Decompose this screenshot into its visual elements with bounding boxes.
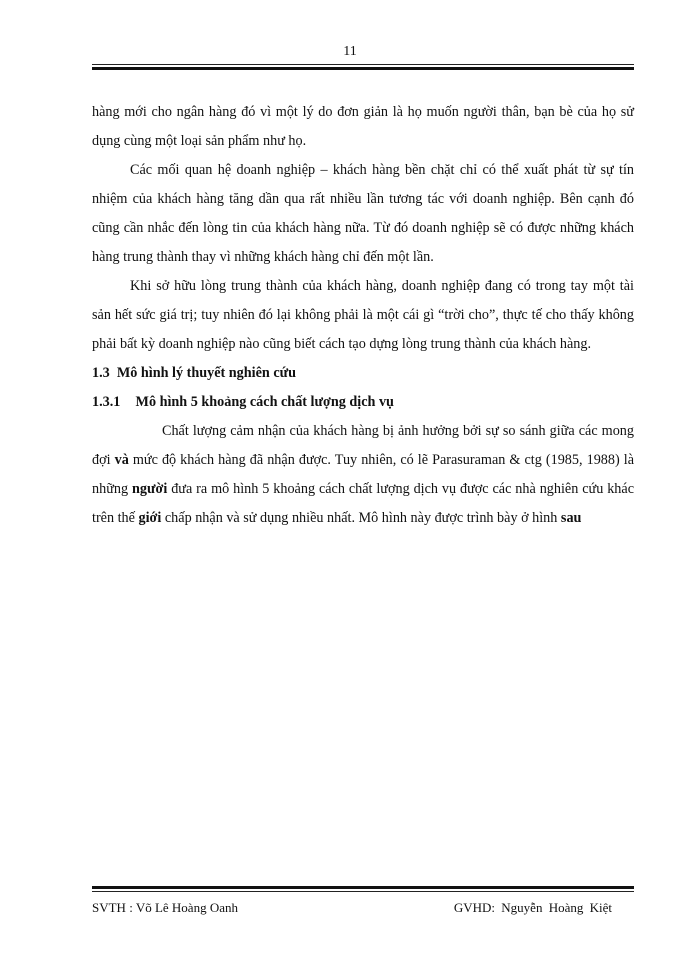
section-title: Mô hình lý thuyết nghiên cứu bbox=[116, 365, 297, 381]
bold-run: sau bbox=[560, 510, 582, 526]
paragraph-service-quality-model bbox=[92, 417, 634, 533]
footer-rule-thin bbox=[92, 891, 634, 892]
header-rule-thin bbox=[92, 64, 634, 65]
paragraph-loyalty: Khi sở hữu lòng trung thành của khách hàng, doanh nghiệp đang có trong tay một tài sản hết sức giá trị; tuy nhiên đó lại không phải là một cái gì “trời cho”, thực tế cho thấy không phải bất kỳ doanh nghiệp nào cũng biết cách tạo dựng lòng trung thành của khách hàng. bbox=[92, 278, 634, 352]
footer-rule-thick bbox=[92, 886, 634, 889]
text-run: đưa ra mô hình 5 khoảng cách chất lượng dịch vụ được các nhà nghiên cứu khác trên thế bbox=[92, 481, 634, 526]
bold-run: và bbox=[114, 452, 129, 468]
subsection-heading bbox=[92, 388, 634, 417]
text-run: chấp nhận và sử dụng nhiều nhất. Mô hình này được trình bày ở hình bbox=[161, 510, 561, 526]
footer-advisor: GVHD: Nguyễn Hoàng Kiệt bbox=[453, 900, 612, 915]
text-run: Chất lượng cảm nhận của khách hàng bị ảnh hưởng bởi sự so sánh giữa các mong đợi bbox=[92, 423, 634, 468]
page-content bbox=[92, 98, 634, 533]
bold-run: giới bbox=[138, 510, 162, 526]
bold-run: người bbox=[131, 481, 168, 497]
section-number: 1.3 bbox=[92, 365, 110, 381]
footer-student: SVTH : Võ Lê Hoàng Oanh bbox=[92, 900, 238, 915]
paragraph-relationship: Các mối quan hệ doanh nghiệp – khách hàng bền chặt chỉ có thể xuất phát từ sự tín nhiệm của khách hàng tăng dần qua rất nhiều lần tương tác với doanh nghiệp. Bên cạnh đó cũng cần nhắc đến lòng tin của khách hàng nữa. Từ đó doanh nghiệp sẽ có được những khách hàng trung thành thay vì những khách hàng chỉ đến một lần. bbox=[92, 162, 634, 265]
text-run: mức độ khách hàng đã nhận được. Tuy nhiên, có lẽ Parasuraman & ctg (1985, 1988) là những bbox=[92, 452, 634, 497]
section-heading bbox=[92, 359, 634, 388]
page-number: 11 bbox=[343, 44, 357, 59]
header-rule-thick bbox=[92, 67, 634, 70]
subsection-number: 1.3.1 bbox=[92, 394, 121, 410]
subsection-title: Mô hình 5 khoảng cách chất lượng dịch vụ bbox=[135, 394, 394, 410]
paragraph-continuation: hàng mới cho ngân hàng đó vì một lý do đơn giản là họ muốn người thân, bạn bè của họ sử dụng cùng một loại sản phẩm như họ. bbox=[92, 104, 634, 149]
